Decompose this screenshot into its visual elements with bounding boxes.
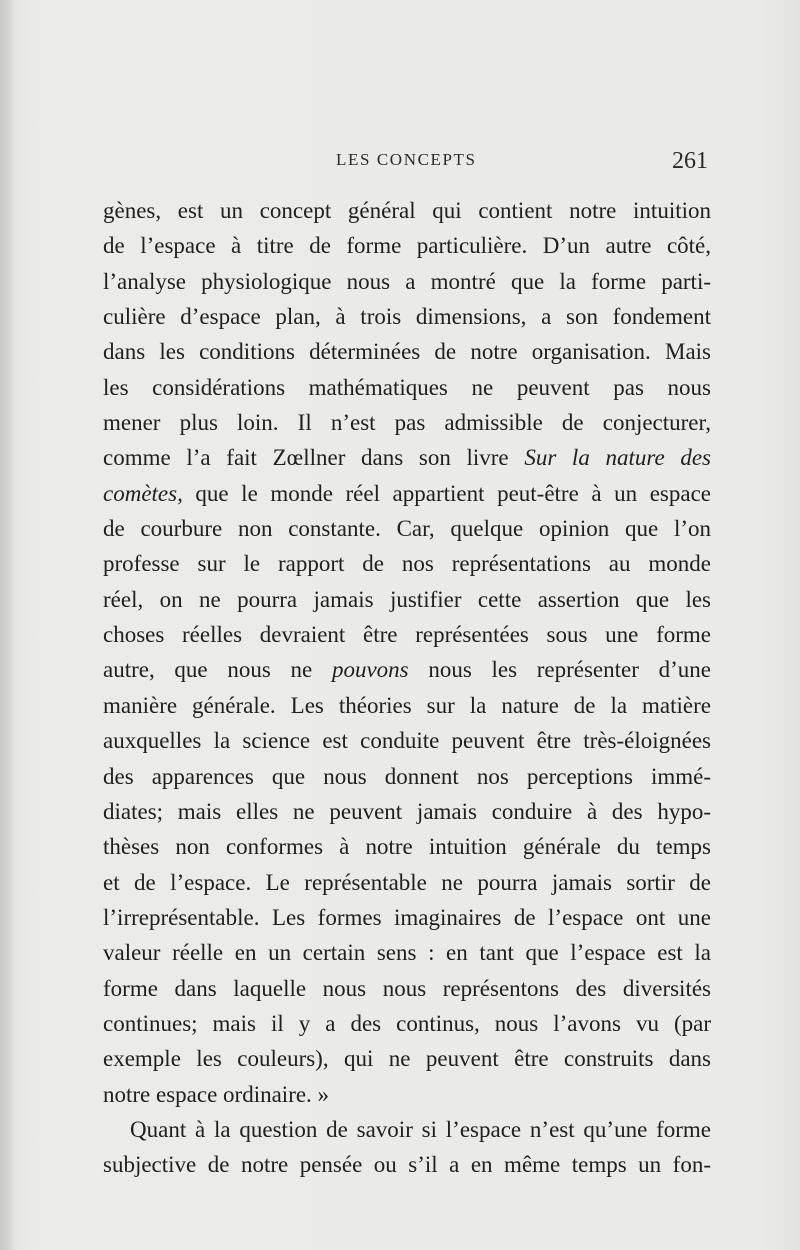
text-run: l’irreprésentable. Les formes imaginaires de l’espace ont une [103,904,711,930]
text-line [103,1041,711,1076]
italic-text: pouvons [331,657,409,683]
text-line [103,334,711,369]
text-run: et de l’espace. Le représentable ne pourra jamais sortir de [103,869,711,895]
binding-shadow [0,0,16,1250]
text-line [103,582,711,617]
text-run: comme l’a fait Zœllner dans son livre [103,445,525,471]
text-line [103,794,711,829]
text-line [103,723,711,758]
text-run: thèses non conformes à notre intuition générale du temps [103,834,711,860]
text-line [103,759,711,794]
text-line [103,228,711,263]
page-header [100,150,712,180]
text-run: exemple les couleurs), qui ne peuvent être construits dans [103,1046,711,1072]
text-run: les considérations mathématiques ne peuvent pas nous [103,374,711,400]
text-run: que le monde réel appartient peut-être à un espace [182,480,711,506]
text-run: professe sur le rapport de nos représentations au monde [103,551,711,577]
italic-text: Sur la nature des [524,445,711,471]
italic-text: comètes, [103,480,183,506]
text-line [103,935,711,970]
text-run: notre espace ordinaire. » [103,1081,330,1107]
text-line [103,511,711,546]
text-run: réel, on ne pourra jamais justifier cette assertion que les [103,586,711,612]
text-run: forme dans laquelle nous nous représentons des diversités [103,975,711,1001]
text-run: subjective de notre pensée ou s’il a en même temps un fon- [103,1152,711,1178]
text-line [103,476,711,511]
text-run: l’analyse physiologique nous a montré que la forme parti- [103,268,711,294]
text-run: valeur réelle en un certain sens : en tant que l’espace est la [103,940,711,966]
text-line [103,865,711,900]
text-run: continues; mais il y a des continus, nous l’avons vu (par [103,1010,711,1036]
text-line [103,264,711,299]
text-line [103,440,711,475]
page-number: 261 [672,148,708,174]
text-run: culière d’espace plan, à trois dimensions, a son fondement [103,304,711,330]
text-run: Quant à la question de savoir si l’espace n’est qu’une forme [130,1116,711,1142]
running-title: LES CONCEPTS [336,150,477,169]
text-run: diates; mais elles ne peuvent jamais conduire à des hypo- [103,798,711,824]
text-run: choses réelles devraient être représentées sous une forme [103,622,711,648]
text-line [103,829,711,864]
text-line [103,652,711,687]
text-run: gènes, est un concept général qui contient notre intuition [103,198,711,223]
text-line [103,617,711,652]
text-line [103,900,711,935]
text-line [103,1147,711,1182]
text-run: de l’espace à titre de forme particulière. D’un autre côté, [103,233,711,259]
text-line [103,193,711,228]
body-text [103,193,711,1183]
text-line [103,688,711,723]
text-run: des apparences que nous donnent nos perceptions immé- [103,763,711,789]
text-line [103,971,711,1006]
text-line [103,370,711,405]
text-run: manière générale. Les théories sur la nature de la matière [103,692,711,718]
text-line [103,1112,711,1147]
text-run: auxquelles la science est conduite peuvent être très-éloignées [103,728,711,754]
text-line [103,546,711,581]
text-run: nous les représenter d’une [408,657,711,683]
text-line [103,405,711,440]
text-run: autre, que nous ne [103,657,332,683]
text-line [103,1077,711,1112]
text-run: mener plus loin. Il n’est pas admissible de conjecturer, [103,410,711,436]
text-line [103,1006,711,1041]
text-run: de courbure non constante. Car, quelque opinion que l’on [103,516,711,542]
text-run: dans les conditions déterminées de notre organisation. Mais [103,339,711,365]
text-line [103,299,711,334]
